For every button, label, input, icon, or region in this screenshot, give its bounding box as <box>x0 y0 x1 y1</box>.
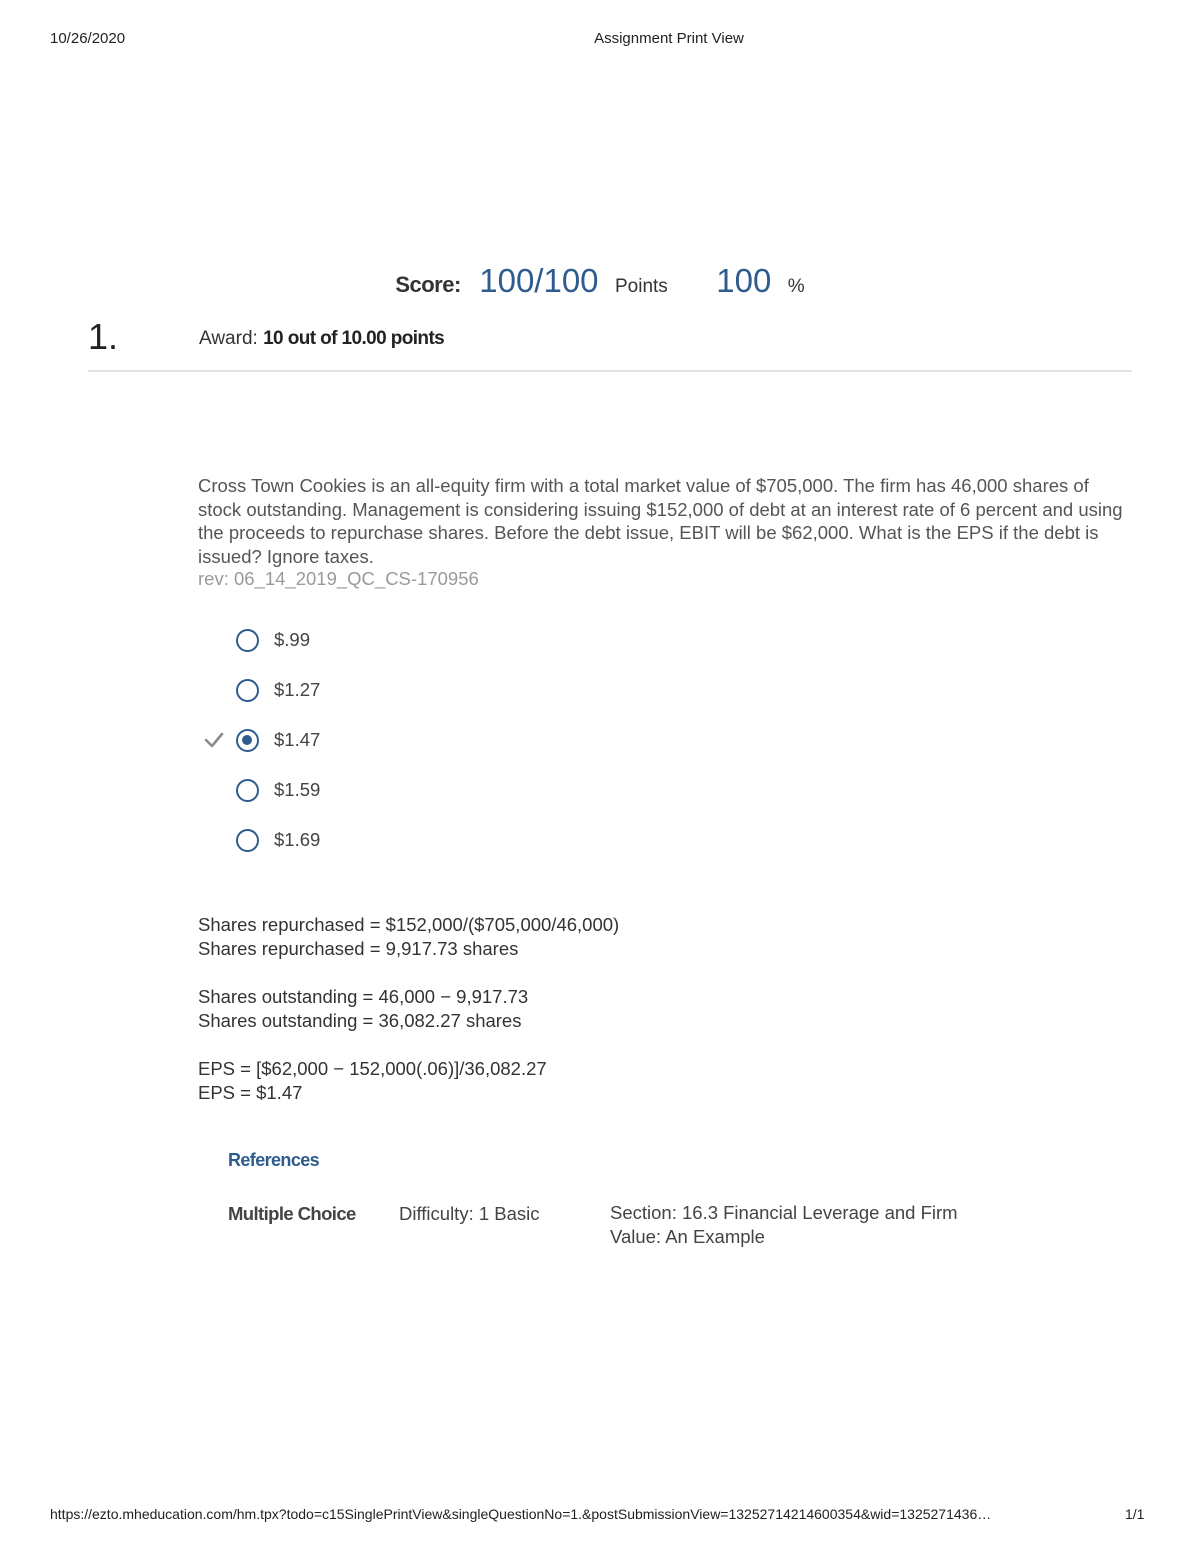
score-points-label: Points <box>615 276 668 297</box>
solution-line: Shares repurchased = 9,917.73 shares <box>198 938 519 959</box>
answer-option-label: $1.59 <box>274 779 321 800</box>
answer-option-label: $.99 <box>274 629 311 650</box>
print-title: Assignment Print View <box>594 30 744 47</box>
award <box>199 328 444 350</box>
print-url: https://ezto.mheducation.com/hm.tpx?todo=c15SinglePrintView&singleQuestionNo=1.&postSubmissionView=13252714214600354&wid=1325271436… <box>50 1506 992 1522</box>
question-number: 1. <box>88 316 119 357</box>
answer-option[interactable] <box>236 775 320 805</box>
solution-line: Shares outstanding = 36,082.27 shares <box>198 1010 522 1031</box>
answer-option[interactable] <box>236 675 320 705</box>
print-page-number: 1/1 <box>1125 1506 1145 1522</box>
score-summary <box>0 262 1200 300</box>
solution-line: EPS = [$62,000 − 152,000(.06)]/36,082.27 <box>198 1058 547 1079</box>
answer-option[interactable] <box>236 825 320 855</box>
reference-section: Section: 16.3 Financial Leverage and Firm Value: An Example <box>610 1202 958 1247</box>
solution-line: Shares outstanding = 46,000 − 9,917.73 <box>198 986 529 1007</box>
score-value: 100/100 <box>479 262 599 299</box>
question-revision: rev: 06_14_2019_QC_CS-170956 <box>198 568 479 589</box>
question-text: Cross Town Cookies is an all-equity firm with a total market value of $705,000. The firm has 46,000 shares of stock outstanding. Management is considering issuing $152,000 of debt at an interest rate of 6 percent and using the proceeds to repurchase shares. Before the debt issue, EBIT will be $62,000. What is the EPS if the debt is issued? Ignore taxes. <box>198 475 1123 567</box>
references-title: References <box>228 1150 320 1170</box>
radio-button-selected[interactable] <box>236 729 259 752</box>
radio-button[interactable] <box>236 829 259 852</box>
answer-option[interactable] <box>236 625 310 655</box>
answer-option-selected[interactable] <box>236 725 320 755</box>
score-percent-value: 100 <box>716 262 772 299</box>
radio-button[interactable] <box>236 679 259 702</box>
solution-line: EPS = $1.47 <box>198 1082 303 1103</box>
reference-difficulty: Difficulty: 1 Basic <box>399 1203 540 1224</box>
correct-check-icon <box>203 729 225 751</box>
award-value: 10 out of 10.00 points <box>263 328 445 349</box>
score-percent-sign: % <box>787 276 805 297</box>
radio-button[interactable] <box>236 629 259 652</box>
score-label: Score: <box>395 272 461 297</box>
award-label: Award: <box>199 328 258 349</box>
radio-button[interactable] <box>236 779 259 802</box>
answer-option-label: $1.69 <box>274 829 321 850</box>
solution-line: Shares repurchased = $152,000/($705,000/46,000) <box>198 914 620 935</box>
divider <box>88 370 1132 372</box>
print-date: 10/26/2020 <box>50 30 126 47</box>
answer-option-label: $1.27 <box>274 679 321 700</box>
reference-question-type: Multiple Choice <box>228 1203 356 1224</box>
answer-option-label: $1.47 <box>274 729 321 750</box>
